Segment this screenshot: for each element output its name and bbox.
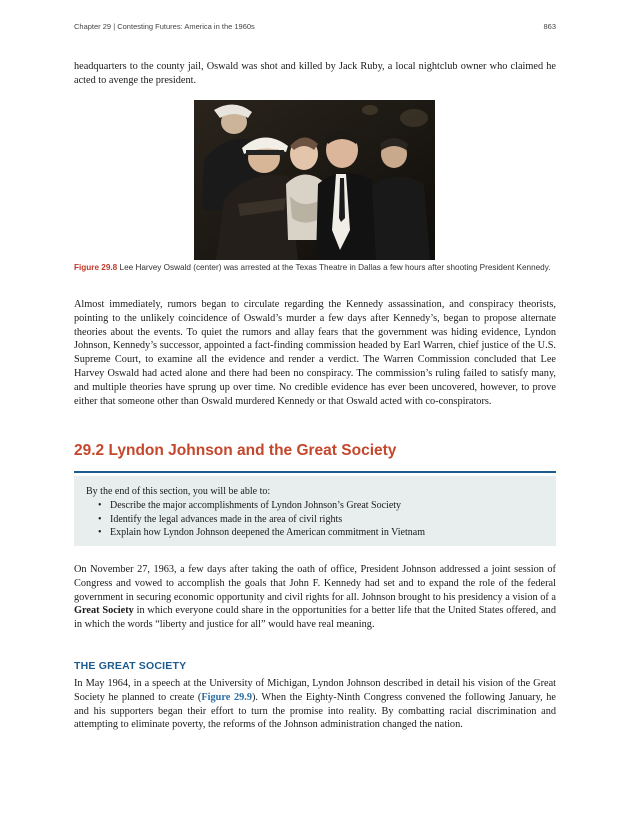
great-society-text-start: In May 1964, in a speech at the University of Michigan, Lyndon Johnson described in detail his vision of the Great Society he planned to create ( <box>74 678 556 703</box>
figure-link[interactable]: Figure 29.9 <box>201 691 252 703</box>
learning-objectives-box <box>74 476 556 546</box>
objective-item: • Identify the legal advances made in the area of civil rights <box>98 513 425 527</box>
great-society-term: Great Society <box>74 605 134 617</box>
running-header <box>74 22 556 31</box>
johnson-paragraph <box>74 563 556 632</box>
page-number: 863 <box>543 22 556 31</box>
subsection-title: THE GREAT SOCIETY <box>74 660 187 672</box>
great-society-paragraph <box>74 677 556 732</box>
objectives-intro: By the end of this section, you will be able to: <box>86 486 271 497</box>
objectives-list <box>98 499 425 540</box>
johnson-text-start: On November 27, 1963, a few days after taking the oath of office, President Johnson addressed a joint session of Congress and vowed to accomplish the goals that John F. Kennedy had set and to expand the role of the federal government in securing economic opportunity and civil rights for all. Johnson brought to his presidency a vision of a <box>74 564 556 603</box>
intro-paragraph: headquarters to the county jail, Oswald was shot and killed by Jack Ruby, a local nightclub owner who claimed he acted to avenge the president. <box>74 61 556 86</box>
objective-item: • Explain how Lyndon Johnson deepened the American commitment in Vietnam <box>98 526 425 540</box>
figure-photo <box>194 100 435 260</box>
section-title: 29.2 Lyndon Johnson and the Great Society <box>74 442 397 459</box>
chapter-title: Chapter 29 | Contesting Futures: America in the 1960s <box>74 22 255 31</box>
great-society-text-end: ). When the Eighty-Ninth Congress convened the following January, he and his supporters began their effort to turn the promise into reality. By combatting racial discrimination and attempting to eliminate poverty, the reforms of the Johnson administration changed the nation. <box>74 691 556 731</box>
figure-caption-text: Lee Harvey Oswald (center) was arrested at the Texas Theatre in Dallas a few hours after shooting President Kennedy. <box>119 263 551 272</box>
figure-caption <box>74 262 556 273</box>
johnson-text-end: in which everyone could share in the opportunities for a better life that the United States offered, and in which the words “liberty and justice for all” would have real meaning. <box>74 605 556 631</box>
objective-item: • Describe the major accomplishments of Lyndon Johnson’s Great Society <box>98 499 425 513</box>
assassination-paragraph: Almost immediately, rumors began to circulate regarding the Kennedy assassination, and conspiracy theorists, pointing to the unlikely coincidence of Oswald’s murder a few days after Kennedy’s, began to propose alternate theories about the events. To quiet the rumors and allay fears that the government was hiding evidence, Lyndon Johnson, Kennedy’s successor, appointed a fact-finding commission headed by Earl Warren, chief justice of the U.S. Supreme Court, to examine all the evidence and render a verdict. The Warren Commission concluded that Lee Harvey Oswald had acted alone and there had been no conspiracy. The commission’s ruling failed to satisfy many, and multiple theories have sprung up over time. No credible evidence has ever been uncovered, however, to prove either that someone other than Oswald murdered Kennedy or that Oswald acted with co-conspirators. <box>74 299 556 407</box>
section-divider <box>74 471 556 473</box>
figure-label: Figure 29.8 <box>74 263 118 272</box>
